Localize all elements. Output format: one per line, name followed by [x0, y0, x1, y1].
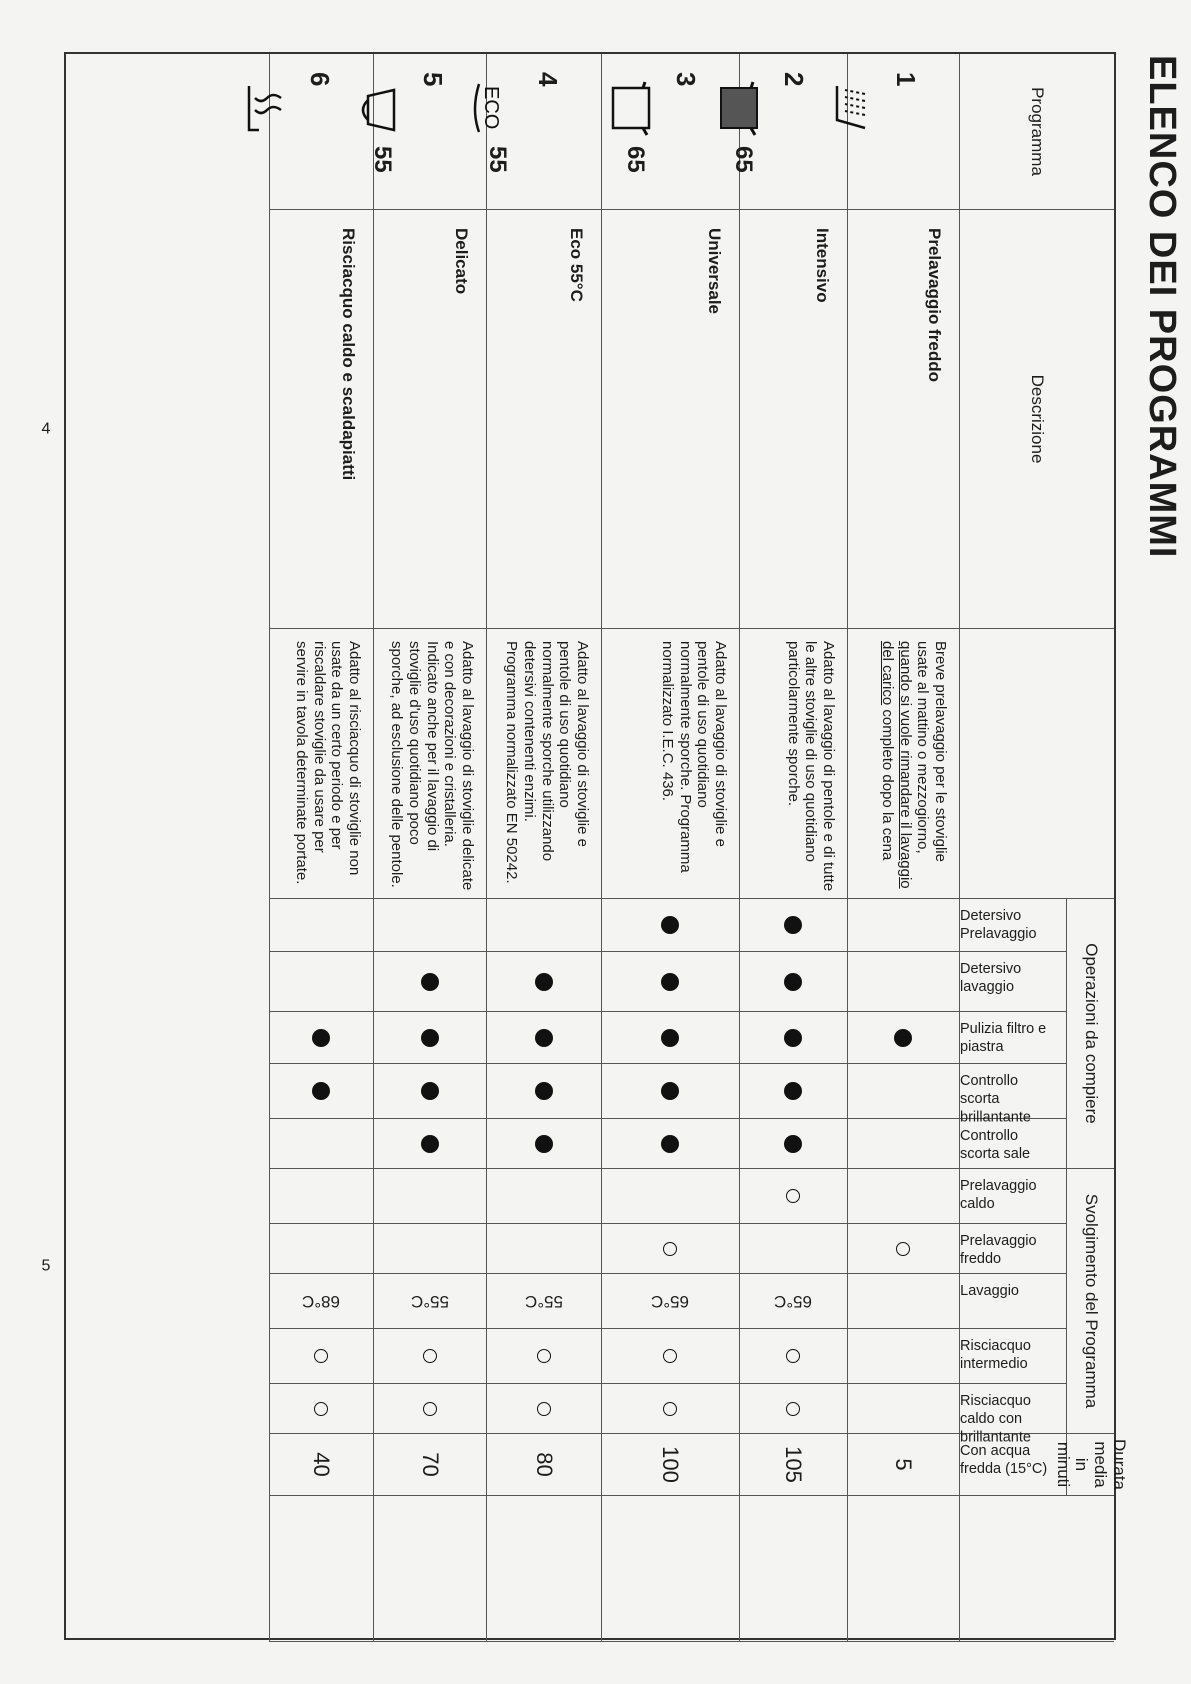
mark-cell-3-11: [601, 1434, 739, 1496]
program-description: [878, 641, 949, 898]
wash-temperature: 68°C: [302, 1291, 341, 1311]
subheader-8: [959, 1274, 1066, 1329]
filled-dot-icon: [662, 1082, 680, 1100]
row-blank-3: [601, 1496, 739, 1642]
mark-cell-1-10: [847, 1384, 959, 1434]
mark-cell-3-5: [601, 1119, 739, 1169]
program-cell-4: [480, 54, 601, 210]
program-cell-5: [369, 54, 486, 210]
mark-cell-6-9: [269, 1329, 373, 1384]
filled-dot-icon: [313, 1082, 331, 1100]
warm-rinse-icon: [241, 80, 289, 140]
subheader-6: [959, 1169, 1066, 1224]
mark-cell-2-5: [739, 1119, 847, 1169]
row-blank-2: [739, 1496, 847, 1642]
mark-cell-3-6: [601, 1169, 739, 1224]
mark-cell-1-9: [847, 1329, 959, 1384]
open-circle-icon: [664, 1402, 678, 1416]
mark-cell-4-3: [486, 1012, 601, 1064]
header-durata-label: Durata media in minuti: [1053, 1438, 1129, 1491]
program-name: Eco 55°C: [567, 228, 586, 302]
mark-cell-4-5: [486, 1119, 601, 1169]
open-circle-icon: [315, 1349, 329, 1363]
mark-cell-2-11: [739, 1434, 847, 1496]
filled-dot-icon: [785, 1135, 803, 1153]
description-underlined-text: quando si vuole rimandare il lavaggio del carico: [878, 641, 914, 889]
mark-cell-6-7: [269, 1224, 373, 1274]
mark-cell-3-7: [601, 1224, 739, 1274]
open-circle-icon: [897, 1242, 911, 1256]
mark-cell-3-2: [601, 952, 739, 1012]
filled-dot-icon: [535, 1029, 553, 1047]
filled-dot-icon: [895, 1029, 913, 1047]
program-number: 6: [305, 72, 335, 87]
mark-cell-4-11: [486, 1434, 601, 1496]
subheader-10: [959, 1384, 1066, 1446]
program-description: [658, 641, 729, 898]
mark-cell-1-7: [847, 1224, 959, 1274]
mark-cell-5-10: [373, 1384, 486, 1434]
mark-cell-5-3: [373, 1012, 486, 1064]
mark-cell-2-1: [739, 899, 847, 952]
universal-pot-icon: [607, 80, 655, 140]
mark-cell-6-5: [269, 1119, 373, 1169]
filled-dot-icon: [662, 1029, 680, 1047]
subheader-label: Risciacquo caldo con brillantante: [960, 1393, 1031, 1446]
mark-cell-6-3: [269, 1012, 373, 1064]
filled-dot-icon: [785, 916, 803, 934]
description-text: Adatto al lavaggio di stoviglie e pentole di uso quotidiano normalmente sporche utilizzando detersivi contenenti enzimi. Programma normalizzato EN 50242.: [503, 641, 591, 884]
mark-cell-5-1: [373, 899, 486, 952]
header-blank-right: [959, 1496, 1114, 1642]
mark-cell-3-1: [601, 899, 739, 952]
program-desc-cell-2: [739, 629, 847, 899]
row-blank-6: [269, 1496, 373, 1642]
header-svolgimento: [1066, 1169, 1114, 1434]
filled-dot-icon: [535, 973, 553, 991]
mark-cell-2-4: [739, 1064, 847, 1119]
mark-cell-5-5: [373, 1119, 486, 1169]
program-cell-1: [847, 54, 959, 210]
filled-dot-icon: [662, 973, 680, 991]
description-text: Adatto al risciacquo di stoviglie non usate da un certo periodo e per riscaldare stoviglie da usare per servire in tavola determinate portate.: [292, 641, 363, 885]
mark-cell-6-11: [269, 1434, 373, 1496]
mark-cell-5-2: [373, 952, 486, 1012]
description-text: Breve prelavaggio per le stoviglie usate al mattino o mezzogiorno,: [914, 641, 949, 862]
mark-cell-5-6: [373, 1169, 486, 1224]
program-number: 4: [533, 72, 563, 87]
open-circle-icon: [537, 1349, 551, 1363]
subheader-9: [959, 1329, 1066, 1384]
program-description: [503, 641, 591, 898]
mark-cell-1-3: [847, 1012, 959, 1064]
subheader-label: Con acqua fredda (15°C): [960, 1443, 1048, 1478]
header-durata: [1053, 1434, 1129, 1496]
program-temperature: 65: [622, 146, 649, 173]
mark-cell-6-1: [269, 899, 373, 952]
filled-dot-icon: [785, 1082, 803, 1100]
filled-dot-icon: [535, 1135, 553, 1153]
subheader-label: Controllo scorta sale: [960, 1128, 1031, 1163]
row-blank-5: [373, 1496, 486, 1642]
open-circle-icon: [664, 1349, 678, 1363]
program-name-cell-3: [601, 210, 739, 629]
description-text: Adatto al lavaggio di stoviglie e pentole di uso quotidiano normalmente sporche. Programma normalizzato I.E.C. 436.: [658, 641, 729, 873]
mark-cell-3-3: [601, 1012, 739, 1064]
page-number-left: 4: [41, 420, 51, 438]
program-name: Risciacquo caldo e scaldapiatti: [339, 228, 358, 481]
header-descrizione: [959, 210, 1114, 629]
open-circle-icon: [315, 1402, 329, 1416]
mark-cell-1-4: [847, 1064, 959, 1119]
subheader-label: Pulizia filtro e piastra: [960, 1021, 1047, 1056]
filled-dot-icon: [421, 1029, 439, 1047]
mark-cell-2-2: [739, 952, 847, 1012]
header-programma: [959, 54, 1114, 210]
mark-cell-5-11: [373, 1434, 486, 1496]
program-name: Delicato: [452, 228, 471, 295]
program-cell-3: [601, 54, 739, 210]
description-tail-text: completo dopo la cena: [878, 709, 896, 861]
open-circle-icon: [423, 1402, 437, 1416]
subheader-label: Detersivo lavaggio: [960, 961, 1022, 996]
duration-value: 70: [418, 1452, 443, 1477]
svg-text:ECO: ECO: [480, 86, 502, 130]
mark-cell-4-7: [486, 1224, 601, 1274]
mark-cell-2-9: [739, 1329, 847, 1384]
filled-dot-icon: [421, 973, 439, 991]
mark-cell-3-10: [601, 1384, 739, 1434]
program-temperature: 55: [369, 146, 396, 173]
mark-cell-4-2: [486, 952, 601, 1012]
mark-cell-2-8: [739, 1274, 847, 1329]
page-number-right: 5: [41, 1257, 51, 1275]
mark-cell-6-4: [269, 1064, 373, 1119]
program-description: [292, 641, 363, 898]
program-description: [388, 641, 476, 898]
subheader-1: [959, 899, 1066, 952]
mark-cell-4-8: [486, 1274, 601, 1329]
program-desc-cell-5: [373, 629, 486, 899]
subheader-label: Risciacquo intermedio: [960, 1338, 1031, 1373]
program-number: 1: [891, 72, 921, 87]
mark-cell-4-4: [486, 1064, 601, 1119]
row-blank-1: [847, 1496, 959, 1642]
subheader-label: Prelavaggio caldo: [960, 1178, 1037, 1213]
row-blank-4: [486, 1496, 601, 1642]
program-name-cell-4: [486, 210, 601, 629]
program-number: 3: [671, 72, 701, 87]
mark-cell-2-10: [739, 1384, 847, 1434]
open-circle-icon: [423, 1349, 437, 1363]
wash-temperature: 55°C: [411, 1291, 449, 1311]
subheader-4: [959, 1064, 1066, 1126]
open-circle-icon: [787, 1402, 801, 1416]
program-name: Intensivo: [813, 228, 832, 303]
mark-cell-6-10: [269, 1384, 373, 1434]
filled-dot-icon: [662, 1135, 680, 1153]
mark-cell-3-4: [601, 1064, 739, 1119]
program-cell-2: [730, 54, 847, 210]
mark-cell-5-8: [373, 1274, 486, 1329]
mark-cell-4-6: [486, 1169, 601, 1224]
mark-cell-6-2: [269, 952, 373, 1012]
wash-temperature: 65°C: [774, 1291, 813, 1311]
programs-table: [64, 52, 1129, 1640]
program-cell-6: [269, 54, 373, 210]
header-empty-spacer: [959, 629, 1114, 899]
mark-cell-5-7: [373, 1224, 486, 1274]
subheader-label: Detersivo Prelavaggio: [960, 908, 1037, 943]
header-programma-label: Programma: [1028, 87, 1047, 176]
mark-cell-1-11: [847, 1434, 959, 1496]
mark-cell-1-8: [847, 1274, 959, 1329]
program-desc-cell-4: [486, 629, 601, 899]
mark-cell-5-9: [373, 1329, 486, 1384]
mark-cell-5-4: [373, 1064, 486, 1119]
subheader-label: Controllo scorta brillantante: [960, 1073, 1031, 1126]
description-text: Adatto al lavaggio di stoviglie delicate e con decorazioni e cristalleria. Indicato anche per il lavaggio di stoviglie d'uso quotidiano poco sporche, ad esclusione delle pentole.: [388, 641, 476, 891]
mark-cell-1-6: [847, 1169, 959, 1224]
open-circle-icon: [664, 1242, 678, 1256]
mark-cell-2-3: [739, 1012, 847, 1064]
header-operazioni: [1066, 899, 1114, 1169]
program-name-cell-1: [847, 210, 959, 629]
description-text: Adatto al lavaggio di pentole e di tutte le altre stoviglie di uso quotidiano particolarmente sporche.: [784, 641, 837, 892]
mark-cell-2-6: [739, 1169, 847, 1224]
subheader-7: [959, 1224, 1066, 1274]
filled-dot-icon: [313, 1029, 331, 1047]
duration-value: 5: [891, 1458, 917, 1471]
filled-dot-icon: [785, 973, 803, 991]
duration-value: 80: [532, 1452, 557, 1477]
program-number: 5: [418, 72, 448, 87]
open-circle-icon: [787, 1189, 801, 1203]
program-name: Prelavaggio freddo: [925, 228, 944, 382]
program-number: 2: [779, 72, 809, 87]
mark-cell-3-8: [601, 1274, 739, 1329]
program-desc-cell-6: [269, 629, 373, 899]
filled-dot-icon: [662, 916, 680, 934]
filled-dot-icon: [421, 1082, 439, 1100]
filled-dot-icon: [421, 1135, 439, 1153]
subheader-11: [959, 1434, 1066, 1496]
duration-value: 100: [658, 1446, 684, 1483]
header-operazioni-label: Operazioni da compiere: [1081, 943, 1101, 1124]
header-descrizione-label: Descrizione: [1028, 374, 1047, 464]
program-name-cell-6: [269, 210, 373, 629]
page-title: ELENCO DEI PROGRAMMI: [1141, 55, 1183, 559]
program-description: [784, 641, 837, 898]
mark-cell-1-1: [847, 899, 959, 952]
program-temperature: 55: [484, 146, 511, 173]
mark-cell-4-1: [486, 899, 601, 952]
program-name-cell-2: [739, 210, 847, 629]
subheader-label: Prelavaggio freddo: [960, 1233, 1037, 1268]
mark-cell-4-9: [486, 1329, 601, 1384]
mark-cell-2-7: [739, 1224, 847, 1274]
filled-dot-icon: [785, 1029, 803, 1047]
program-desc-cell-1: [847, 629, 959, 899]
mark-cell-1-5: [847, 1119, 959, 1169]
subheader-label: Lavaggio: [960, 1283, 1019, 1299]
duration-value: 105: [781, 1446, 807, 1483]
header-svolgimento-label: Svolgimento del Programma: [1081, 1193, 1101, 1409]
wash-temperature: 65°C: [651, 1291, 690, 1311]
program-name-cell-5: [373, 210, 486, 629]
mark-cell-3-9: [601, 1329, 739, 1384]
program-desc-cell-3: [601, 629, 739, 899]
mark-cell-1-2: [847, 952, 959, 1012]
subheader-2: [959, 952, 1066, 1012]
program-temperature: 65: [730, 146, 757, 173]
subheader-3: [959, 1012, 1066, 1064]
filled-dot-icon: [535, 1082, 553, 1100]
subheader-5: [959, 1119, 1066, 1169]
program-name: Universale: [705, 228, 724, 314]
mark-cell-6-6: [269, 1169, 373, 1224]
open-circle-icon: [537, 1402, 551, 1416]
duration-value: 40: [309, 1452, 335, 1477]
open-circle-icon: [787, 1349, 801, 1363]
wash-temperature: 55°C: [525, 1291, 563, 1311]
mark-cell-6-8: [269, 1274, 373, 1329]
mark-cell-4-10: [486, 1384, 601, 1434]
